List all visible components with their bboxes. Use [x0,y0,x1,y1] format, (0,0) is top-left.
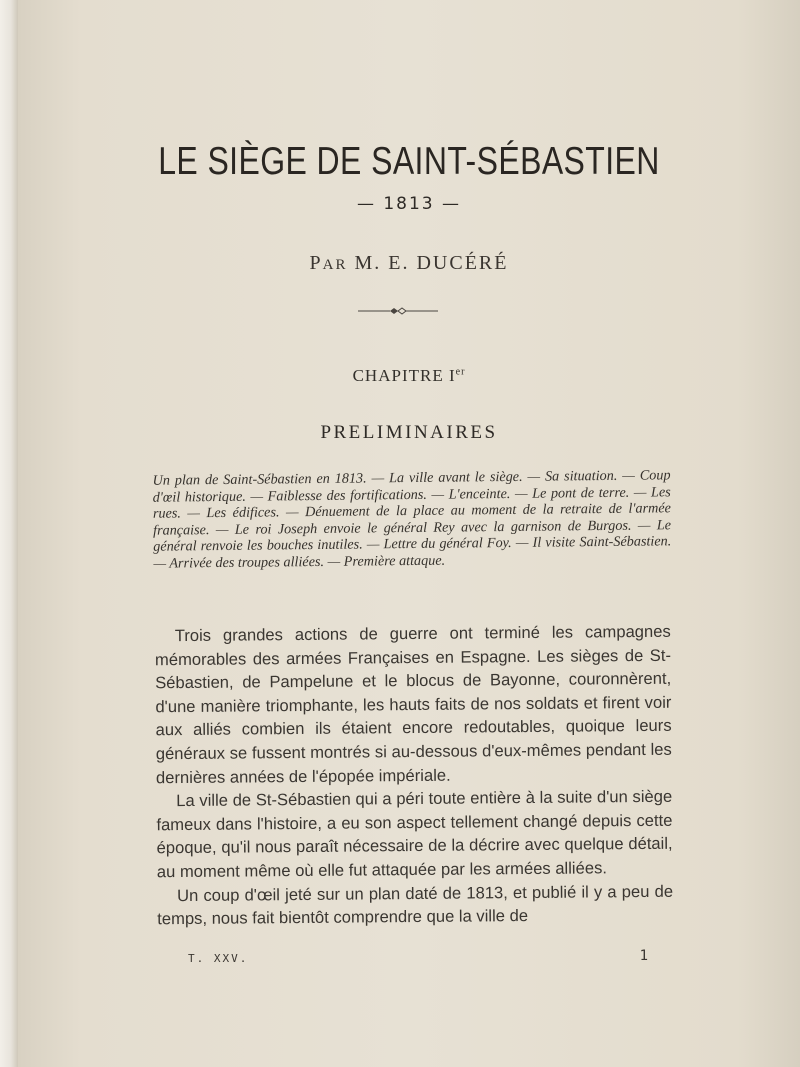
ornament-divider-icon [358,304,438,318]
chapter-sup: er [455,366,466,378]
chapter-summary: Un plan de Saint-Sébastien en 1813. — La ville avant le siège. — Sa situation. — Coup d'œil historique. — Faiblesse des fortifications. — L'enceinte. — Le pont de terre. — Les rues. — Les édifices. — Dénuement de la place au moment de la retraite de l'armée française. — Le roi Joseph envoie le général Rey avec la garnison de Burgos. — Le général renvoie les bouches inutiles. — Lettre du général Foy. — Il visite Saint-Sébastien. — Arrivée des troupes alliées. — Première attaque. [152,467,672,572]
chapter-heading [18,366,800,386]
paragraph: Trois grandes actions de guerre ont terminé les campagnes mémorables des armées Françaises en Espagne. Les sièges de St-Sébastien, de Pampelune et le blocus de Bayonne, couronnèrent, d'une manière triomphante, les hauts faits de nos soldats et firent voir aux alliés combien ils étaient encore redoutables, quoique leurs généraux se fussent montrés si au-dessous d'eux-mêmes pendant les dernières années de l'épopée impériale. [154,621,672,787]
page-edge [0,0,18,1067]
section-title: PRELIMINAIRES [320,422,498,443]
volume-signature: T. XXV. [188,952,249,965]
page-number: 1 [639,948,648,964]
body-text [155,620,674,931]
paragraph: Un coup d'œil jeté sur un plan daté de 1813, et publié il y a peu de temps, nous fait bientôt comprendre que la ville de [157,881,674,929]
author-prefix-rest: AR [322,257,348,273]
year-heading: — 1813 — [356,194,462,214]
book-page [18,0,800,1067]
author-prefix-cap: P [309,252,323,274]
page-footer [188,948,648,968]
chapter-label: CHAPITRE I [352,366,456,385]
paragraph: La ville de St-Sébastien qui a péri toute entière à la suite d'un siège fameux dans l'histoire, a eu son aspect tellement changé depuis cette époque, qu'il nous paraît nécessaire de la décrire avec quelque détail, au moment même où elle fut attaquée par les armées alliées. [156,786,673,882]
page-title: LE SIÈGE DE SAINT-SÉBASTIEN [158,140,660,183]
author-name: M. E. DUCÉRÉ [354,252,509,274]
author-line [18,252,800,275]
